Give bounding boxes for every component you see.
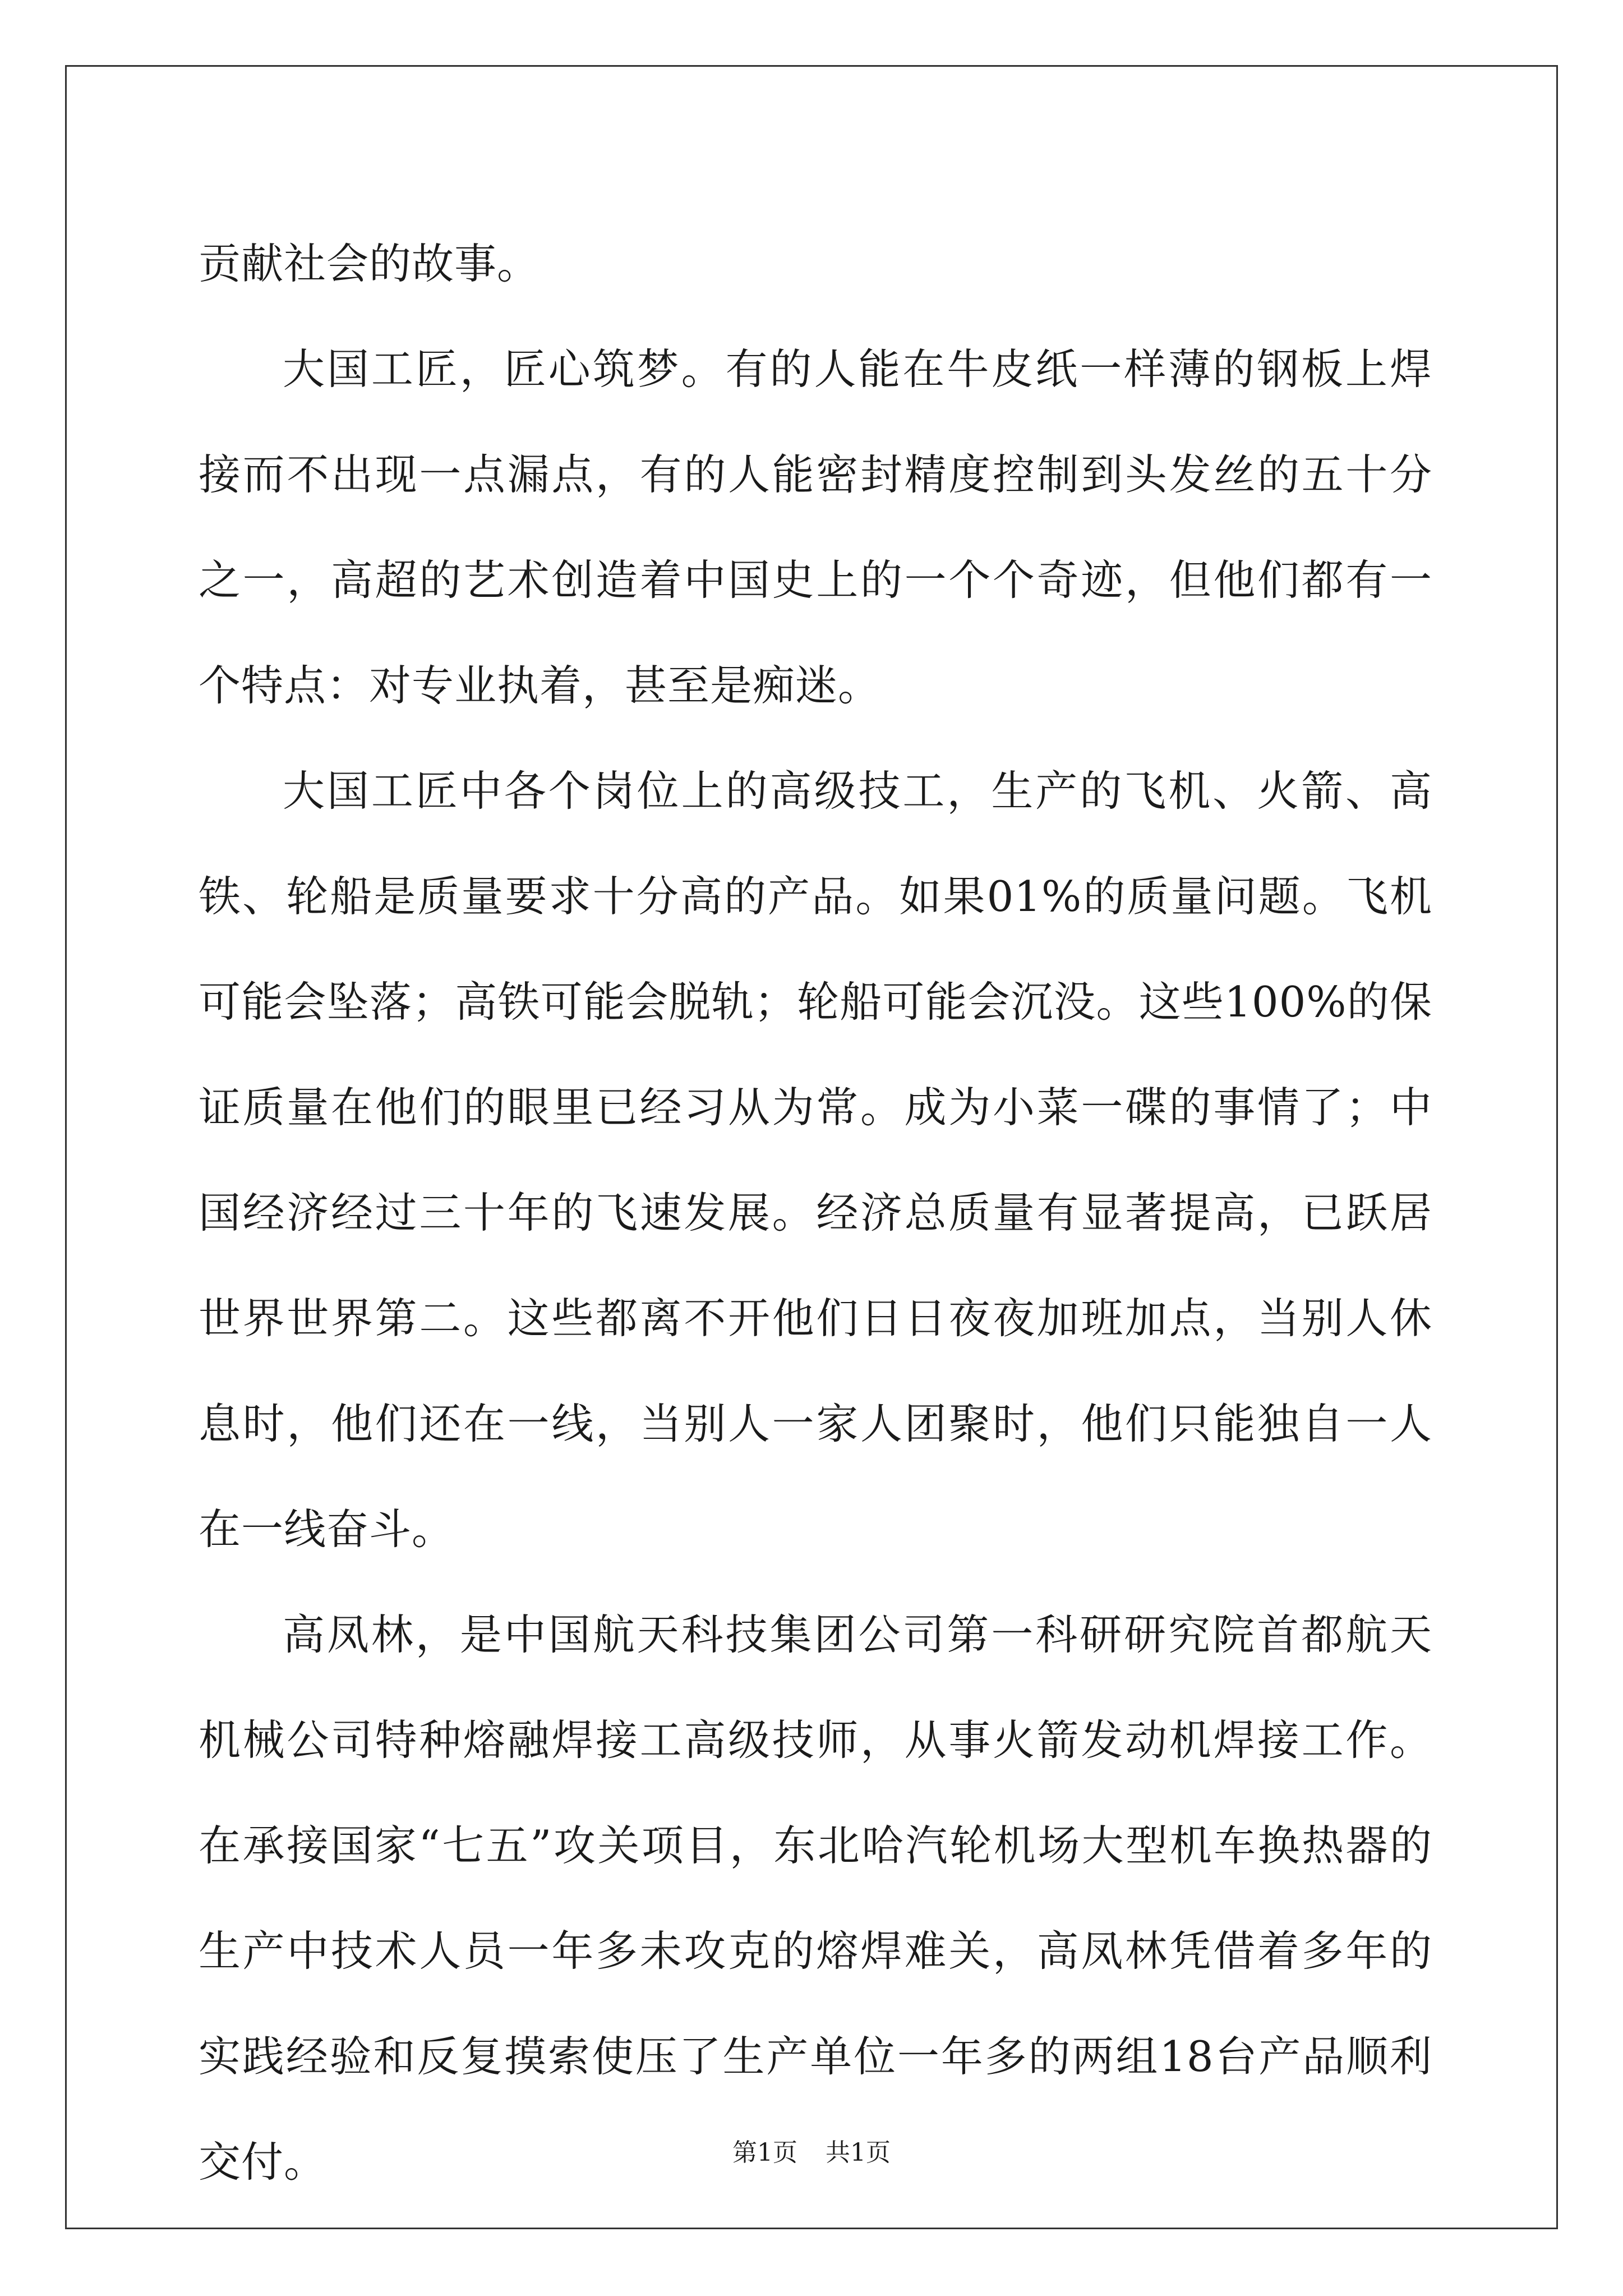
paragraph-continuation: 贡献社会的故事。: [199, 239, 540, 288]
paragraph-craftsmen-intro: 大国工匠，匠心筑梦。有的人能在牛皮纸一样薄的钢板上焊接而不出现一点漏点，有的人能密封精度控制到头发丝的五十分之一，高超的艺术创造着中国史上的一个个奇迹，但他们都有一个特点：对专业执着，甚至是痴迷。: [199, 344, 1432, 710]
paragraph-gao-fenglin: 高凤林，是中国航天科技集团公司第一科研研究院首都航天机械公司特种熔融焊接工高级技师，从事火箭发动机焊接工作。在承接国家“七五”攻关项目，东北哈汽轮机场大型机车换热器的生产中技术人员一年多未攻克的熔焊难关，高凤林凭借着多年的实践经验和反复摸索使压了生产单位一年多的两组18台产品顺利交付。: [199, 1610, 1432, 2187]
paragraph-quality: 大国工匠中各个岗位上的高级技工，生产的飞机、火箭、高铁、轮船是质量要求十分高的产品。如果01%的质量问题。飞机可能会坠落；高铁可能会脱轨；轮船可能会沉没。这些100%的保证质量在他们的眼里已经习从为常。成为小菜一碟的事情了；中国经济经过三十年的飞速发展。经济总质量有显著提高，已跃居世界世界第二。这些都离不开他们日日夜夜加班加点，当别人休息时，他们还在一线，当别人一家人团聚时，他们只能独自一人在一线奋斗。: [199, 766, 1432, 1554]
page-number: 第1页: [732, 2138, 797, 2167]
document-body: [199, 211, 1432, 2215]
page-footer: [0, 2136, 1623, 2170]
page-total: 共1页: [826, 2138, 891, 2167]
